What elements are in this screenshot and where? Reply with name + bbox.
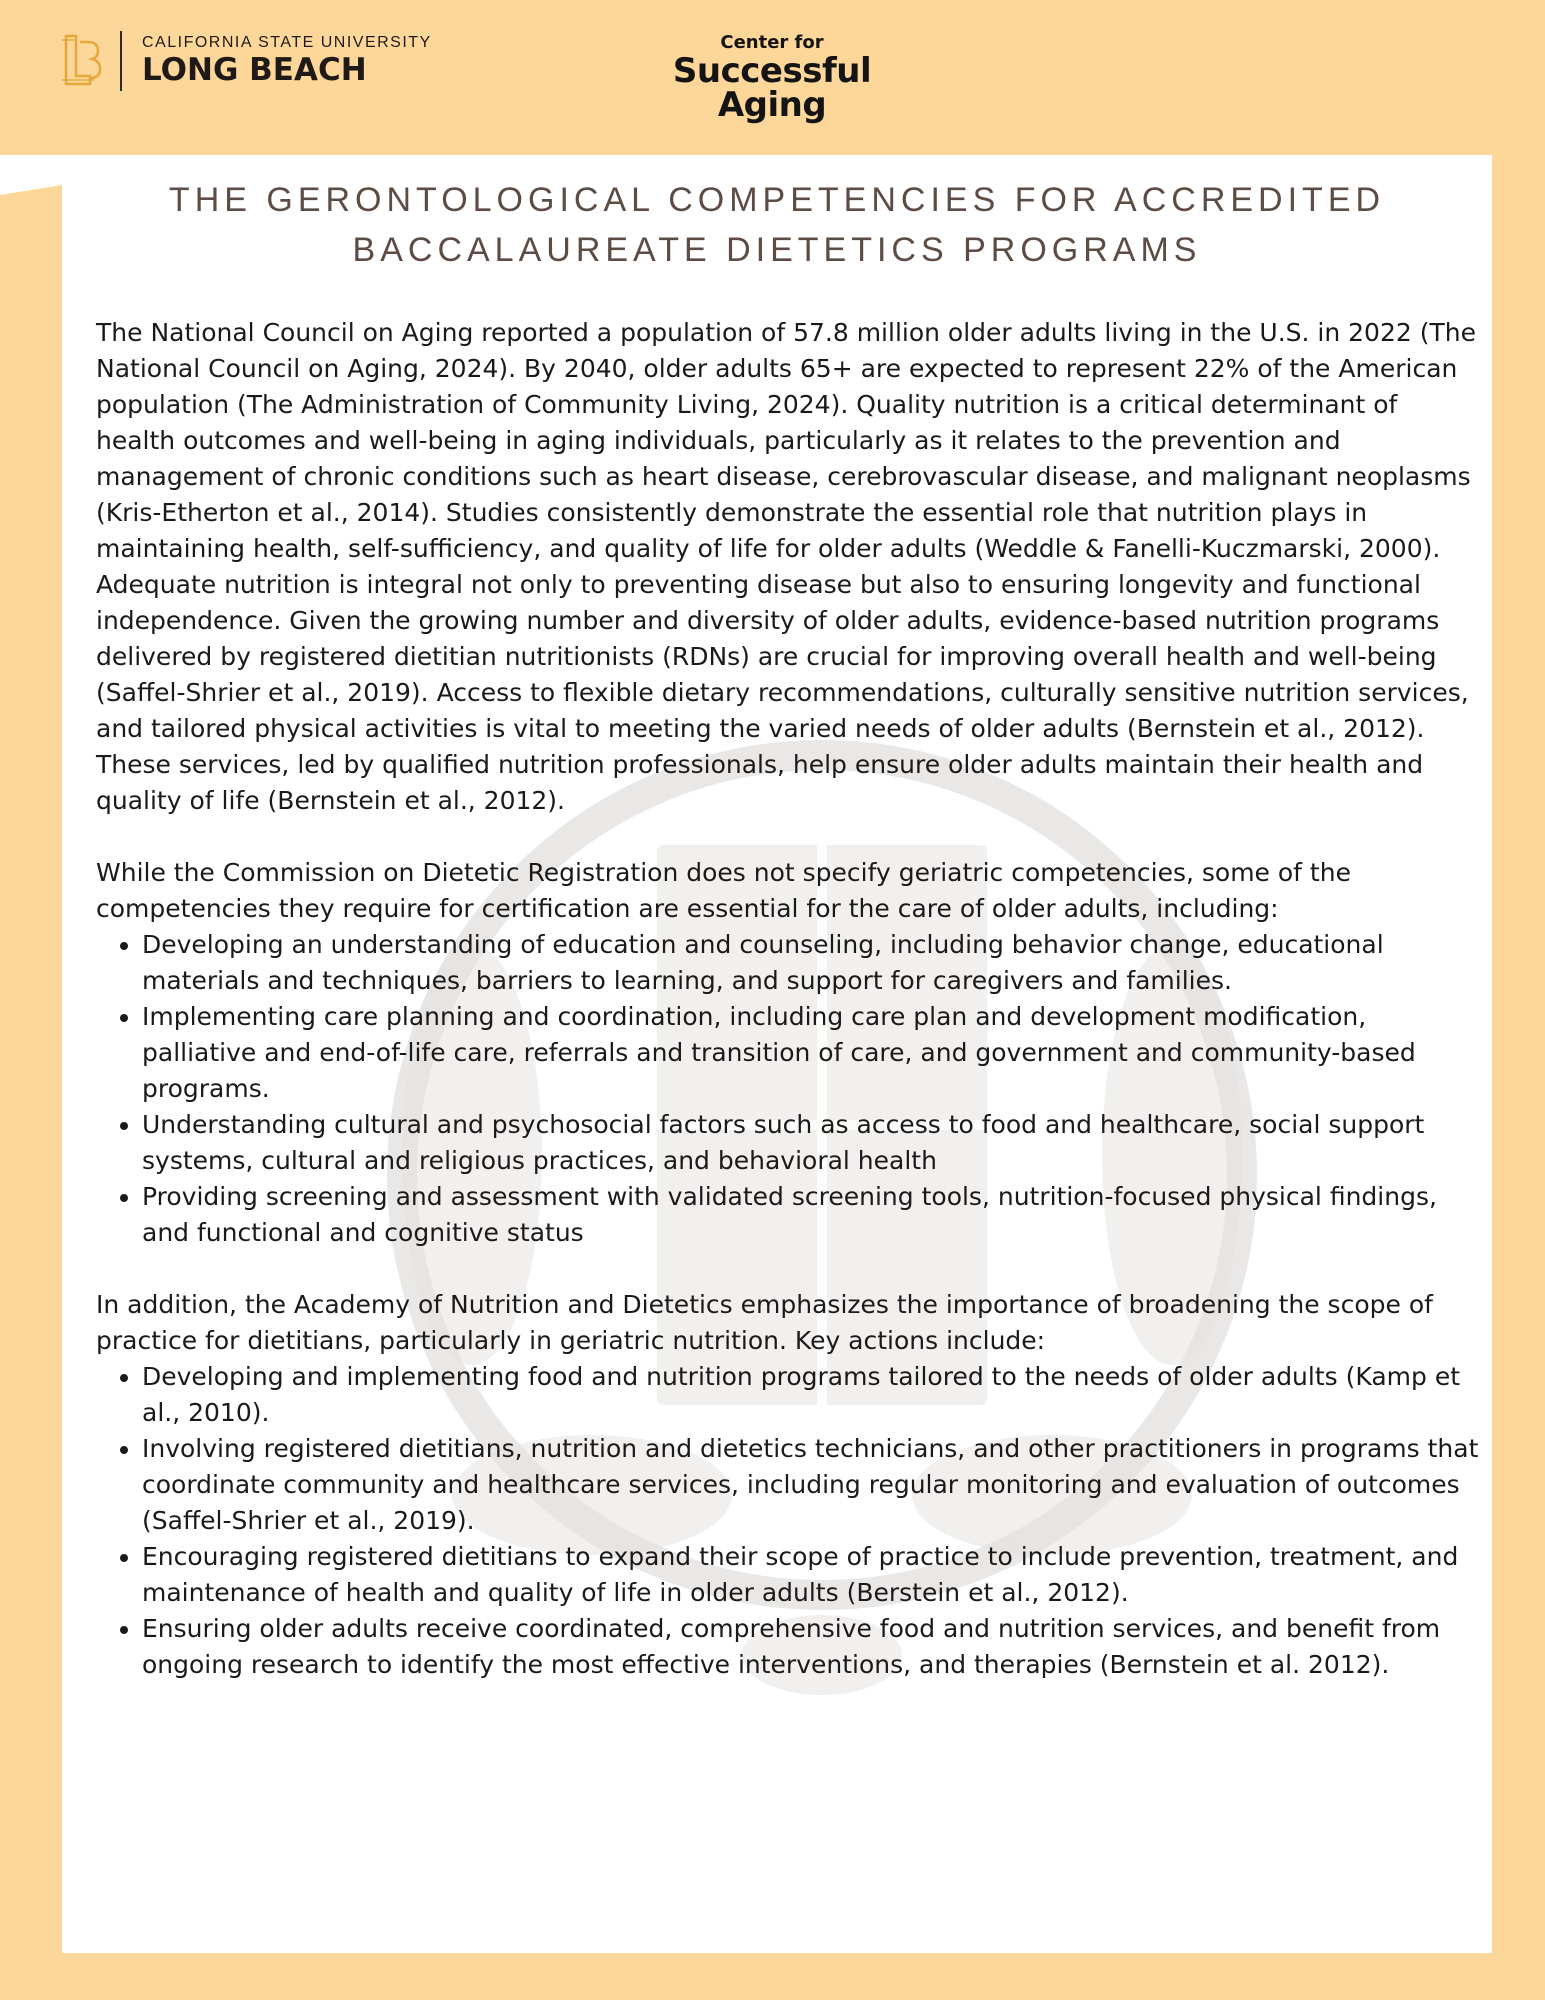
csulb-logo xyxy=(60,30,432,92)
lb-monogram-icon xyxy=(60,32,104,90)
academy-paragraph: In addition, the Academy of Nutrition and Dietetics emphasizes the importance of broadening the scope of practice for dietitians, particularly in geriatric nutrition. Key actions include: xyxy=(96,1290,1433,1355)
page-header xyxy=(0,0,1545,155)
document-body xyxy=(96,315,1481,1719)
list-item: • Developing and implementing food and nutrition programs tailored to the needs of older adults (Kamp et al., 2010). xyxy=(142,1359,1481,1431)
cdr-competencies-list xyxy=(96,927,1481,1251)
list-item: • Understanding cultural and psychosocial factors such as access to food and healthcare, social support systems, cultural and religious practices, and behavioral health xyxy=(142,1107,1481,1179)
decorative-corner-top-right xyxy=(1490,155,1545,205)
decorative-corner-top-left xyxy=(0,155,62,195)
list-item: • Developing an understanding of education and counseling, including behavior change, educational materials and techniques, barriers to learning, and support for caregivers and families. xyxy=(142,927,1481,999)
csa-line-3: Aging xyxy=(717,85,827,125)
list-item: • Ensuring older adults receive coordinated, comprehensive food and nutrition services, and benefit from ongoing research to identify the most effective interventions, and therapies (Bernstein et al. 2012). xyxy=(142,1611,1481,1683)
logo-divider xyxy=(120,31,122,91)
title-line-2: BACCALAUREATE DIETETICS PROGRAMS xyxy=(352,231,1202,269)
cdr-paragraph: While the Commission on Dietetic Registration does not specify geriatric competencies, some of the competencies they require for certification are essential for the care of older adults, including: xyxy=(96,858,1351,923)
decorative-corner-bottom-left xyxy=(0,1650,62,1700)
csa-line-2: Successful xyxy=(672,51,872,91)
content-card xyxy=(62,155,1492,1953)
list-item: • Involving registered dietitians, nutrition and dietetics technicians, and other practitioners in programs that coordinate community and healthcare services, including regular monitoring and evaluation of outcomes (Saffel-Shrier et al., 2019). xyxy=(142,1431,1481,1539)
intro-paragraph: The National Council on Aging reported a population of 57.8 million older adults living in the U.S. in 2022 (The National Council on Aging, 2024). By 2040, older adults 65+ are expected to represent 22% of the American population (The Administration of Community Living, 2024). Quality nutrition is a critical determinant of health outcomes and well-being in aging individuals, particularly as it relates to the prevention and management of chronic conditions such as heart disease, cerebrovascular disease, and malignant neoplasms (Kris-Etherton et al., 2014). Studies consistently demonstrate the essential role that nutrition plays in maintaining health, self-sufficiency, and quality of life for older adults (Weddle & Fanelli-Kuczmarski, 2000). Adequate nutrition is integral not only to preventing disease but also to ensuring longevity and functional independence. Given the growing number and diversity of older adults, evidence-based nutrition programs delivered by registered dietitian nutritionists (RDNs) are crucial for improving overall health and well-being (Saffel-Shrier et al., 2019). Access to flexible dietary recommendations, culturally sensitive nutrition services, and tailored physical activities is vital to meeting the varied needs of older adults (Bernstein et al., 2012). These services, led by qualified nutrition professionals, help ensure older adults maintain their health and quality of life (Bernstein et al., 2012). xyxy=(96,318,1476,815)
list-item: • Providing screening and assessment with validated screening tools, nutrition-focused physical findings, and functional and cognitive status xyxy=(142,1179,1481,1251)
list-item: • Implementing care planning and coordination, including care plan and development modification, palliative and end-of-life care, referrals and transition of care, and government and community-based programs. xyxy=(142,999,1481,1107)
csa-line-1: Center for xyxy=(720,32,824,53)
academy-actions-list xyxy=(96,1359,1481,1683)
title-line-1: THE GERONTOLOGICAL COMPETENCIES FOR ACCREDITED xyxy=(168,181,1386,219)
list-item: • Encouraging registered dietitians to expand their scope of practice to include prevention, treatment, and maintenance of health and quality of life in older adults (Berstein et al., 2012). xyxy=(142,1539,1481,1611)
csulb-name-bottom: LONG BEACH xyxy=(142,52,367,88)
csulb-name-top: CALIFORNIA STATE UNIVERSITY xyxy=(142,34,432,51)
center-successful-aging-logo xyxy=(672,32,872,125)
document-title xyxy=(62,175,1492,275)
